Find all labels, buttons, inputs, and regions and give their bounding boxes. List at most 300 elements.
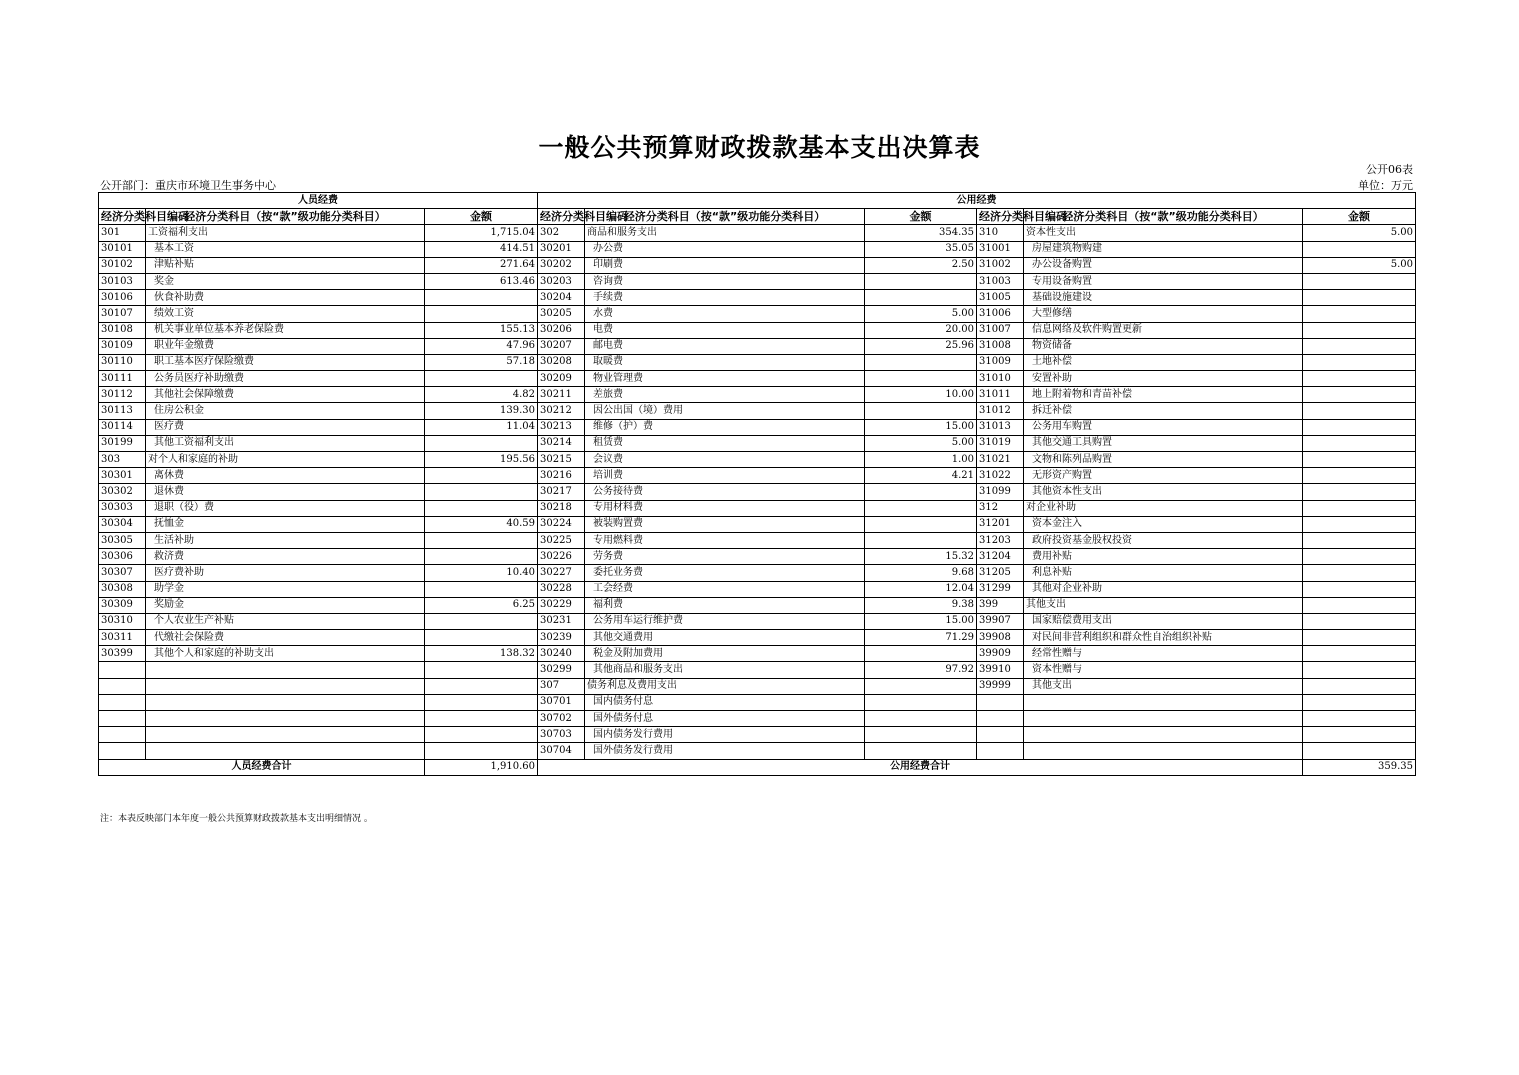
code-cell: 30204 [538, 290, 585, 306]
code-cell: 31003 [977, 273, 1024, 289]
amount-cell: 5.00 [865, 435, 977, 451]
item-name-cell: 经常性赠与 [1024, 646, 1303, 662]
item-name-cell: 其他社会保障缴费 [146, 387, 425, 403]
amount-cell: 71.29 [865, 630, 977, 646]
table-row [99, 549, 1416, 565]
table-row [99, 290, 1416, 306]
code-cell: 30218 [538, 500, 585, 516]
form-number: 公开06表 [1366, 163, 1413, 176]
item-name-cell: 大型修缮 [1024, 306, 1303, 322]
item-name-cell [146, 694, 425, 710]
totals-row [99, 759, 1416, 775]
amount-cell [425, 711, 538, 727]
amount-cell: 155.13 [425, 322, 538, 338]
code-cell: 31299 [977, 581, 1024, 597]
item-name-cell: 工资福利支出 [146, 225, 425, 241]
item-name-cell: 政府投资基金股权投资 [1024, 532, 1303, 548]
code-cell: 399 [977, 597, 1024, 613]
item-name-cell: 手续费 [585, 290, 865, 306]
item-name-cell: 其他支出 [1024, 597, 1303, 613]
amount-cell [1303, 694, 1416, 710]
item-name-cell: 专用材料费 [585, 500, 865, 516]
code-cell: 30206 [538, 322, 585, 338]
code-header: 经济分类科目编码 [99, 209, 146, 225]
code-cell: 31021 [977, 452, 1024, 468]
amount-cell [1303, 662, 1416, 678]
amount-header: 金额 [1303, 209, 1416, 225]
item-name-cell: 退休费 [146, 484, 425, 500]
amount-cell [425, 468, 538, 484]
footnote: 注：本表反映部门本年度一般公共预算财政拨款基本支出明细情况 。 [100, 814, 373, 824]
amount-cell: 20.00 [865, 322, 977, 338]
code-cell: 30704 [538, 743, 585, 759]
code-cell [99, 678, 146, 694]
public-total-amount: 359.35 [1303, 759, 1416, 775]
code-cell: 31005 [977, 290, 1024, 306]
amount-cell: 1,715.04 [425, 225, 538, 241]
code-cell: 30201 [538, 241, 585, 257]
amount-cell [1303, 371, 1416, 387]
code-cell: 30209 [538, 371, 585, 387]
amount-cell [1303, 403, 1416, 419]
code-cell: 30216 [538, 468, 585, 484]
code-cell: 30239 [538, 630, 585, 646]
public-total-label: 公用经费合计 [538, 759, 1303, 775]
code-cell: 30311 [99, 630, 146, 646]
code-cell: 30214 [538, 435, 585, 451]
code-cell: 30102 [99, 257, 146, 273]
amount-cell: 4.21 [865, 468, 977, 484]
item-name-cell: 公务用车购置 [1024, 419, 1303, 435]
item-name-cell: 文物和陈列品购置 [1024, 452, 1303, 468]
item-name-cell [146, 743, 425, 759]
code-cell: 30399 [99, 646, 146, 662]
code-cell: 307 [538, 678, 585, 694]
item-name-cell: 公务接待费 [585, 484, 865, 500]
table-row [99, 630, 1416, 646]
item-name-cell: 对民间非营利组织和群众性自治组织补贴 [1024, 630, 1303, 646]
code-cell: 30307 [99, 565, 146, 581]
amount-cell [865, 727, 977, 743]
department-label: 公开部门：重庆市环境卫生事务中心 [100, 179, 276, 192]
code-cell: 39907 [977, 613, 1024, 629]
amount-cell: 1.00 [865, 452, 977, 468]
item-name-cell: 奖励金 [146, 597, 425, 613]
code-cell: 30229 [538, 597, 585, 613]
amount-cell [1303, 322, 1416, 338]
amount-cell [865, 371, 977, 387]
item-name-cell: 办公设备购置 [1024, 257, 1303, 273]
amount-cell [865, 273, 977, 289]
amount-cell: 2.50 [865, 257, 977, 273]
amount-cell [425, 743, 538, 759]
code-cell: 30226 [538, 549, 585, 565]
code-cell: 30203 [538, 273, 585, 289]
amount-cell [1303, 273, 1416, 289]
amount-cell [865, 500, 977, 516]
item-name-cell: 国家赔偿费用支出 [1024, 613, 1303, 629]
code-cell [977, 711, 1024, 727]
amount-cell [425, 630, 538, 646]
amount-cell: 12.04 [865, 581, 977, 597]
item-name-cell: 其他商品和服务支出 [585, 662, 865, 678]
item-name-cell: 物资储备 [1024, 338, 1303, 354]
code-cell: 30207 [538, 338, 585, 354]
item-name-cell: 费用补贴 [1024, 549, 1303, 565]
code-cell [99, 743, 146, 759]
code-cell: 30212 [538, 403, 585, 419]
amount-cell: 5.00 [1303, 225, 1416, 241]
table-row [99, 646, 1416, 662]
item-name-cell: 福利费 [585, 597, 865, 613]
code-cell: 30303 [99, 500, 146, 516]
code-cell: 31001 [977, 241, 1024, 257]
unit-label: 单位：万元 [1358, 179, 1413, 192]
amount-cell [865, 354, 977, 370]
amount-cell [865, 290, 977, 306]
item-name-cell: 基本工资 [146, 241, 425, 257]
amount-cell: 271.64 [425, 257, 538, 273]
item-name-cell: 拆迁补偿 [1024, 403, 1303, 419]
amount-cell: 138.32 [425, 646, 538, 662]
code-cell: 31002 [977, 257, 1024, 273]
code-cell: 39910 [977, 662, 1024, 678]
table-row [99, 662, 1416, 678]
item-name-cell [146, 727, 425, 743]
item-name-cell: 被装购置费 [585, 516, 865, 532]
table-row [99, 532, 1416, 548]
amount-cell [425, 500, 538, 516]
code-cell: 31006 [977, 306, 1024, 322]
table-row [99, 338, 1416, 354]
code-cell: 30231 [538, 613, 585, 629]
code-cell: 302 [538, 225, 585, 241]
code-cell: 31007 [977, 322, 1024, 338]
amount-cell [425, 581, 538, 597]
amount-cell [425, 435, 538, 451]
amount-cell [1303, 338, 1416, 354]
table-row [99, 565, 1416, 581]
item-name-cell: 离休费 [146, 468, 425, 484]
table-row [99, 419, 1416, 435]
item-name-cell: 抚恤金 [146, 516, 425, 532]
amount-cell [1303, 581, 1416, 597]
item-name-cell: 资本性支出 [1024, 225, 1303, 241]
amount-cell [1303, 354, 1416, 370]
code-header: 经济分类科目编码 [977, 209, 1024, 225]
item-name-cell: 其他交通工具购置 [1024, 435, 1303, 451]
amount-cell: 4.82 [425, 387, 538, 403]
amount-cell [865, 646, 977, 662]
item-name-cell [1024, 694, 1303, 710]
code-cell: 30240 [538, 646, 585, 662]
code-cell: 30310 [99, 613, 146, 629]
code-cell: 30114 [99, 419, 146, 435]
table-row [99, 581, 1416, 597]
item-name-cell: 差旅费 [585, 387, 865, 403]
item-name-cell: 资本金注入 [1024, 516, 1303, 532]
table-row [99, 743, 1416, 759]
code-cell: 30202 [538, 257, 585, 273]
amount-cell [425, 727, 538, 743]
code-cell: 312 [977, 500, 1024, 516]
item-name-cell: 专用燃料费 [585, 532, 865, 548]
amount-cell [1303, 241, 1416, 257]
table-row [99, 597, 1416, 613]
table-row [99, 711, 1416, 727]
table-row [99, 306, 1416, 322]
code-cell: 30224 [538, 516, 585, 532]
amount-cell: 47.96 [425, 338, 538, 354]
code-cell: 30302 [99, 484, 146, 500]
item-name-cell: 国内债务付息 [585, 694, 865, 710]
item-name-cell [146, 711, 425, 727]
amount-cell [1303, 419, 1416, 435]
amount-cell: 139.30 [425, 403, 538, 419]
code-cell: 30299 [538, 662, 585, 678]
amount-cell: 6.25 [425, 597, 538, 613]
item-name-cell: 其他交通费用 [585, 630, 865, 646]
item-name-cell: 基础设施建设 [1024, 290, 1303, 306]
amount-header: 金额 [865, 209, 977, 225]
code-cell [99, 694, 146, 710]
amount-cell [1303, 565, 1416, 581]
table-row [99, 694, 1416, 710]
amount-cell [865, 516, 977, 532]
table-row [99, 468, 1416, 484]
item-name-cell [1024, 711, 1303, 727]
table-row [99, 452, 1416, 468]
code-cell: 31013 [977, 419, 1024, 435]
code-cell: 30111 [99, 371, 146, 387]
item-name-cell: 租赁费 [585, 435, 865, 451]
item-name-cell: 奖金 [146, 273, 425, 289]
item-name-cell: 国外债务付息 [585, 711, 865, 727]
code-cell: 31008 [977, 338, 1024, 354]
item-name-cell: 对企业补助 [1024, 500, 1303, 516]
item-name-cell: 救济费 [146, 549, 425, 565]
code-cell: 30107 [99, 306, 146, 322]
amount-cell: 613.46 [425, 273, 538, 289]
item-name-cell: 医疗费 [146, 419, 425, 435]
code-cell: 30227 [538, 565, 585, 581]
item-name-cell: 助学金 [146, 581, 425, 597]
item-name-cell: 工会经费 [585, 581, 865, 597]
name-header: 经济分类科目（按“款”级功能分类科目） [1024, 209, 1303, 225]
table-body [99, 225, 1416, 759]
personnel-group-header: 人员经费 [99, 193, 538, 209]
amount-cell: 40.59 [425, 516, 538, 532]
amount-cell [865, 678, 977, 694]
code-cell [977, 727, 1024, 743]
item-name-cell: 职工基本医疗保险缴费 [146, 354, 425, 370]
code-cell: 31010 [977, 371, 1024, 387]
amount-cell: 25.96 [865, 338, 977, 354]
item-name-cell: 住房公积金 [146, 403, 425, 419]
amount-cell [425, 306, 538, 322]
code-cell: 30225 [538, 532, 585, 548]
code-cell: 31099 [977, 484, 1024, 500]
code-cell: 31203 [977, 532, 1024, 548]
table-row [99, 484, 1416, 500]
code-cell: 31201 [977, 516, 1024, 532]
amount-cell: 354.35 [865, 225, 977, 241]
item-name-cell: 物业管理费 [585, 371, 865, 387]
page-title: 一般公共预算财政拨款基本支出决算表 [538, 133, 981, 162]
name-header: 经济分类科目（按“款”级功能分类科目） [585, 209, 865, 225]
code-cell: 30228 [538, 581, 585, 597]
amount-cell [1303, 306, 1416, 322]
code-cell: 30199 [99, 435, 146, 451]
item-name-cell: 水费 [585, 306, 865, 322]
item-name-cell: 其他支出 [1024, 678, 1303, 694]
item-name-cell: 信息网络及软件购置更新 [1024, 322, 1303, 338]
item-name-cell: 培训费 [585, 468, 865, 484]
item-name-cell: 印刷费 [585, 257, 865, 273]
code-cell: 31019 [977, 435, 1024, 451]
item-name-cell: 办公费 [585, 241, 865, 257]
code-cell: 39909 [977, 646, 1024, 662]
amount-header: 金额 [425, 209, 538, 225]
item-name-cell: 取暖费 [585, 354, 865, 370]
item-name-cell [1024, 743, 1303, 759]
amount-cell [1303, 597, 1416, 613]
expenditure-table [98, 192, 1416, 776]
item-name-cell: 利息补贴 [1024, 565, 1303, 581]
item-name-cell: 其他对企业补助 [1024, 581, 1303, 597]
item-name-cell: 地上附着物和青苗补偿 [1024, 387, 1303, 403]
code-cell: 30110 [99, 354, 146, 370]
amount-cell [425, 694, 538, 710]
name-header: 经济分类科目（按“款”级功能分类科目） [146, 209, 425, 225]
item-name-cell: 国内债务发行费用 [585, 727, 865, 743]
item-name-cell: 委托业务费 [585, 565, 865, 581]
code-cell: 39999 [977, 678, 1024, 694]
item-name-cell: 对个人和家庭的补助 [146, 452, 425, 468]
item-name-cell [146, 662, 425, 678]
table-row [99, 257, 1416, 273]
amount-cell [1303, 743, 1416, 759]
amount-cell: 15.00 [865, 419, 977, 435]
item-name-cell: 代缴社会保险费 [146, 630, 425, 646]
code-cell: 30205 [538, 306, 585, 322]
item-name-cell: 其他工资福利支出 [146, 435, 425, 451]
item-name-cell: 电费 [585, 322, 865, 338]
item-name-cell: 劳务费 [585, 549, 865, 565]
table-row [99, 273, 1416, 289]
code-cell: 30108 [99, 322, 146, 338]
item-name-cell [1024, 727, 1303, 743]
item-name-cell: 咨询费 [585, 273, 865, 289]
amount-cell [1303, 630, 1416, 646]
item-name-cell: 税金及附加费用 [585, 646, 865, 662]
amount-cell [1303, 387, 1416, 403]
item-name-cell: 职业年金缴费 [146, 338, 425, 354]
code-cell: 30301 [99, 468, 146, 484]
code-cell: 30208 [538, 354, 585, 370]
code-cell: 31204 [977, 549, 1024, 565]
item-name-cell: 机关事业单位基本养老保险费 [146, 322, 425, 338]
amount-cell [1303, 678, 1416, 694]
code-cell: 30215 [538, 452, 585, 468]
amount-cell [1303, 452, 1416, 468]
amount-cell: 195.56 [425, 452, 538, 468]
code-cell: 30306 [99, 549, 146, 565]
amount-cell [1303, 290, 1416, 306]
amount-cell [425, 549, 538, 565]
item-name-cell: 专用设备购置 [1024, 273, 1303, 289]
code-cell: 31022 [977, 468, 1024, 484]
code-cell: 30112 [99, 387, 146, 403]
code-cell: 31205 [977, 565, 1024, 581]
amount-cell: 10.40 [425, 565, 538, 581]
code-cell: 30213 [538, 419, 585, 435]
code-cell [977, 743, 1024, 759]
table-row [99, 516, 1416, 532]
amount-cell [425, 484, 538, 500]
table-row [99, 678, 1416, 694]
table-row [99, 371, 1416, 387]
code-cell: 301 [99, 225, 146, 241]
amount-cell: 5.00 [865, 306, 977, 322]
item-name-cell: 维修（护）费 [585, 419, 865, 435]
item-name-cell: 医疗费补助 [146, 565, 425, 581]
code-cell [99, 727, 146, 743]
item-name-cell: 土地补偿 [1024, 354, 1303, 370]
item-name-cell: 津贴补贴 [146, 257, 425, 273]
code-cell: 31012 [977, 403, 1024, 419]
item-name-cell [146, 678, 425, 694]
amount-cell: 9.38 [865, 597, 977, 613]
code-cell: 30703 [538, 727, 585, 743]
item-name-cell: 生活补助 [146, 532, 425, 548]
item-name-cell: 邮电费 [585, 338, 865, 354]
code-cell: 30211 [538, 387, 585, 403]
code-cell: 39908 [977, 630, 1024, 646]
code-cell: 30304 [99, 516, 146, 532]
amount-cell: 15.00 [865, 613, 977, 629]
personnel-total-amount: 1,910.60 [425, 759, 538, 775]
item-name-cell: 个人农业生产补贴 [146, 613, 425, 629]
code-cell: 30217 [538, 484, 585, 500]
amount-cell [425, 662, 538, 678]
item-name-cell: 债务利息及费用支出 [585, 678, 865, 694]
amount-cell [865, 711, 977, 727]
code-cell: 30308 [99, 581, 146, 597]
public-group-header: 公用经费 [538, 193, 1416, 209]
table-row [99, 322, 1416, 338]
amount-cell [1303, 435, 1416, 451]
item-name-cell: 绩效工资 [146, 306, 425, 322]
table-row [99, 500, 1416, 516]
amount-cell [865, 532, 977, 548]
table-row [99, 435, 1416, 451]
code-cell [99, 662, 146, 678]
amount-cell [1303, 613, 1416, 629]
amount-cell: 414.51 [425, 241, 538, 257]
amount-cell [865, 484, 977, 500]
amount-cell [1303, 532, 1416, 548]
item-name-cell: 公务用车运行维护费 [585, 613, 865, 629]
amount-cell: 10.00 [865, 387, 977, 403]
amount-cell [865, 694, 977, 710]
table-row [99, 241, 1416, 257]
item-name-cell: 退职（役）费 [146, 500, 425, 516]
amount-cell: 97.92 [865, 662, 977, 678]
code-cell: 303 [99, 452, 146, 468]
amount-cell [1303, 484, 1416, 500]
personnel-total-label: 人员经费合计 [99, 759, 425, 775]
